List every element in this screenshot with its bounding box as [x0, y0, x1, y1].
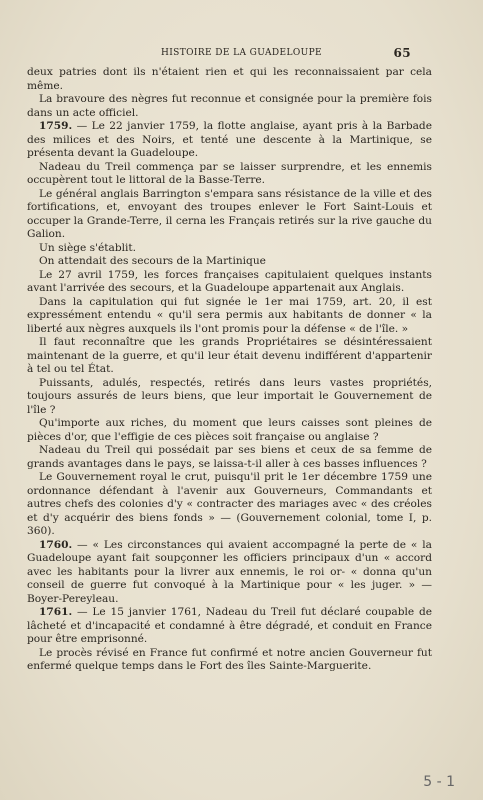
paragraph-text: — Le 15 janvier 1761, Nadeau du Treil fut déclaré coupable de lâcheté et d'incapacité et condamné à être dégradé, et conduit en France pour être emprisonné.	[27, 606, 432, 645]
year-heading: 1759.	[39, 120, 73, 132]
paragraph-text: On attendait des secours de la Martinique	[39, 255, 266, 267]
body-paragraph	[27, 606, 432, 647]
running-title: HISTOIRE DE LA GUADELOUPE	[160, 48, 323, 58]
body-paragraph	[27, 93, 432, 120]
year-heading: 1760.	[39, 538, 73, 551]
page-body-text	[27, 66, 432, 674]
year-heading: 1761.	[39, 606, 73, 618]
handwritten-page-mark: 5 - 1	[423, 774, 455, 790]
paragraph-text: — « Les circonstances qui avaient accompagné la perte de « la Guadeloupe ayant fait soupçonner les officiers principaux d'un « accord avec les habitants pour la livrer aux ennemis, le roi or- « donna qu'un conseil de guerre fut convoqué à la Martinique pour « les juger. » — Boyer-Pereyleau.	[27, 538, 432, 605]
body-paragraph	[27, 377, 432, 418]
body-paragraph	[27, 161, 432, 188]
body-paragraph	[27, 242, 432, 256]
paragraph-text: Dans la capitulation qui fut signée le 1er mai 1759, art. 20, il est expressément entendu « qu'il sera permis aux habitants de donner « la liberté aux nègres auxquels ils l'ont promis pour la défense « de l'île. »	[27, 295, 432, 335]
paragraph-text: Il faut reconnaître que les grands Propriétaires se désintéressaient maintenant de la guerre, et qu'il leur était devenu indifférent d'appartenir à tel ou tel État.	[27, 336, 432, 375]
paragraph-text: La bravoure des nègres fut reconnue et consignée pour la première fois dans un acte officiel.	[27, 93, 432, 119]
body-paragraph	[27, 444, 432, 471]
paragraph-text: Le procès révisé en France fut confirmé et notre ancien Gouverneur fut enfermé quelque temps dans le Fort des îles Sainte-Marguerite.	[27, 646, 432, 672]
body-paragraph	[27, 188, 432, 242]
body-paragraph	[27, 417, 432, 444]
body-paragraph	[27, 296, 432, 337]
body-paragraph	[27, 120, 432, 161]
body-paragraph	[27, 336, 432, 377]
body-paragraph	[27, 66, 432, 93]
paragraph-text: Un siège s'établit.	[39, 241, 137, 254]
body-paragraph	[27, 255, 432, 269]
running-header	[0, 46, 483, 62]
paragraph-text: Le général anglais Barrington s'empara sans résistance de la ville et des fortifications, et, envoyant des troupes enlever le Fort Saint-Louis et occuper la Grande-Terre, il cerna les Français retirés sur la rive gauche du Galion.	[27, 187, 432, 240]
paragraph-text: Qu'importe aux riches, du moment que leurs caisses sont pleines de pièces d'or, que l'effigie de ces pièces soit française ou anglaise ?	[27, 417, 432, 443]
body-paragraph	[27, 269, 432, 296]
paragraph-text: Le Gouvernement royal le crut, puisqu'il prit le 1er décembre 1759 une ordonnance défendant à l'avenir aux Gouverneurs, Commandants et autres chefs des colonies d'y « contracter des mariages avec « des créoles et d'y acquérir des biens fonds » — (Gouvernement colonial, tome I, p. 360).	[27, 471, 432, 537]
body-paragraph	[27, 539, 432, 607]
body-paragraph	[27, 647, 432, 674]
body-paragraph	[27, 471, 432, 539]
paragraph-text: Puissants, adulés, respectés, retirés dans leurs vastes propriétés, toujours assurés de leurs biens, que leur importait le Gouvernement de l'île ?	[27, 376, 432, 416]
paragraph-text: Le 27 avril 1759, les forces françaises capitulaient quelques instants avant l'arrivée des secours, et la Guadeloupe appartenait aux Anglais.	[27, 268, 432, 294]
paragraph-text: — Le 22 janvier 1759, la flotte anglaise, ayant pris à la Barbade des milices et des Noirs, et tenté une descente à la Martinique, se présenta devant la Guadeloupe.	[27, 120, 432, 159]
paragraph-text: deux patries dont ils n'étaient rien et qui les reconnaissaient par cela même.	[27, 66, 432, 92]
paragraph-text: Nadeau du Treil qui possédait par ses biens et ceux de sa femme de grands avantages dans le pays, se laissa-t-il aller à ces basses influences ?	[27, 444, 432, 470]
page-number: 65	[393, 46, 411, 60]
paragraph-text: Nadeau du Treil commença par se laisser surprendre, et les ennemis occupèrent tout le littoral de la Basse-Terre.	[27, 160, 432, 186]
